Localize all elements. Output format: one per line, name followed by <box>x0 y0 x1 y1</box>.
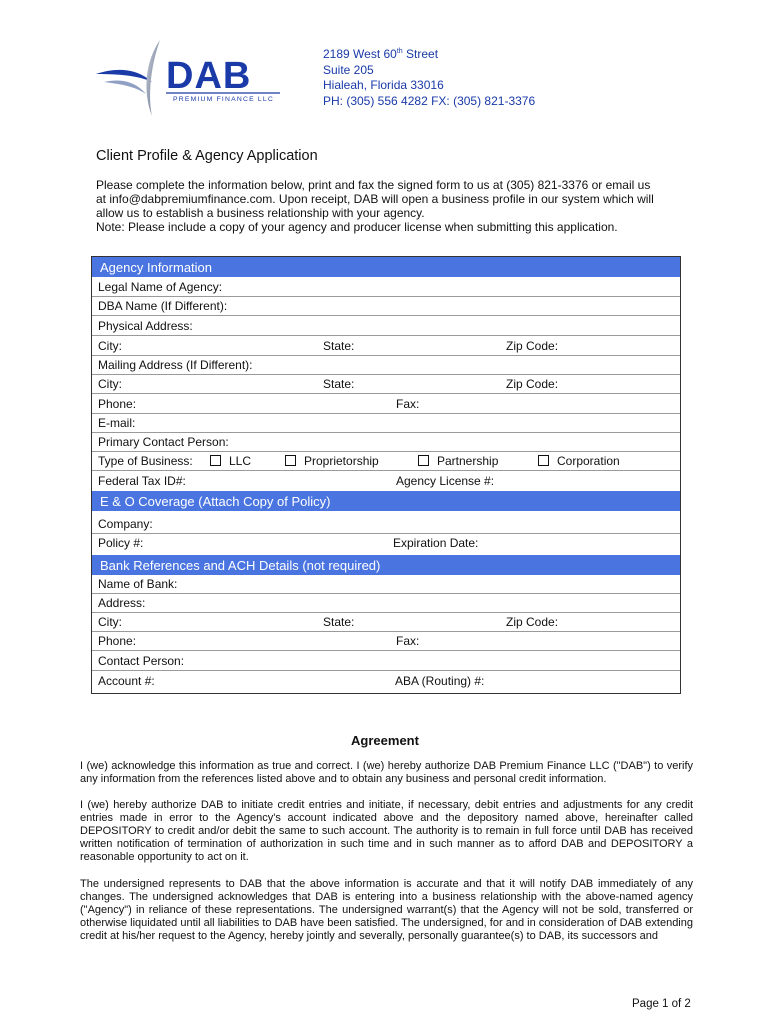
field-primary-contact[interactable] <box>92 433 680 452</box>
intro-line: Please complete the information below, print and fax the signed form to us at (305) 821-3376 or email us <box>96 178 651 192</box>
checkbox-icon[interactable] <box>538 455 549 466</box>
intro-note: Note: Please include a copy of your agency and producer license when submitting this application. <box>96 220 618 234</box>
field-label: DBA Name (If Different): <box>98 299 228 313</box>
field-company[interactable] <box>92 515 680 534</box>
field-city-state-zip[interactable] <box>92 337 680 356</box>
intro-line: allow us to establish a business relationship with your agency. <box>96 206 425 220</box>
page-title: Client Profile & Agency Application <box>96 148 318 164</box>
field-label: Company: <box>98 517 153 531</box>
field-label: Phone: <box>98 634 137 648</box>
field-bank-name[interactable] <box>92 575 680 594</box>
checkbox-label: Partnership <box>437 454 499 468</box>
field-label: City: <box>98 615 122 629</box>
field-label: Agency License #: <box>396 474 495 488</box>
checkbox-icon[interactable] <box>285 455 296 466</box>
field-label: State: <box>323 615 355 629</box>
checkbox-proprietorship[interactable] <box>285 452 379 470</box>
company-logo <box>94 38 284 118</box>
checkbox-icon[interactable] <box>418 455 429 466</box>
field-label: Expiration Date: <box>393 536 479 550</box>
field-label: Zip Code: <box>506 615 559 629</box>
field-label: Fax: <box>396 397 420 411</box>
field-physical-address[interactable] <box>92 317 680 336</box>
checkbox-label: LLC <box>229 454 252 468</box>
agreement-paragraph: The undersigned represents to DAB that the above information is accurate and that it will notify DAB immediately of any changes. The undersigned acknowledges that DAB is entering into a business relationship with the above-named agency ("Agency") in reliance of these representations. The undersigned warrant(s) that the Agency will not be sold, transferred or otherwise liquidated until all liabilities to DAB have been satisfied. The undersigned, for and in consideration of DAB extending credit at his/her request to the Agency, hereby jointly and severally, personally guarantee(s) to DAB, its successors and <box>80 878 693 942</box>
field-label: Zip Code: <box>506 377 559 391</box>
section-header-bank: Bank References and ACH Details (not required) <box>92 555 680 575</box>
field-label: Name of Bank: <box>98 577 178 591</box>
field-policy-expiration[interactable] <box>92 534 680 553</box>
field-label: Contact Person: <box>98 654 185 668</box>
field-label: Federal Tax ID#: <box>98 474 186 488</box>
field-bank-city-state-zip[interactable] <box>92 613 680 632</box>
page-number: Page 1 of 2 <box>632 998 691 1010</box>
field-label: Type of Business: <box>98 454 193 468</box>
field-label: Physical Address: <box>98 319 193 333</box>
svg-text:DAB: DAB <box>166 55 252 97</box>
agreement-paragraph: I (we) acknowledge this information as true and correct. I (we) hereby authorize DAB Premium Finance LLC ("DAB") to verify any information from the references listed above and to obtain any business and personal credit information. <box>80 760 693 785</box>
checkbox-label: Proprietorship <box>304 454 379 468</box>
section-header-agency: Agency Information <box>92 257 680 277</box>
checkbox-icon[interactable] <box>210 455 221 466</box>
field-account-aba[interactable] <box>92 672 680 691</box>
field-label: Legal Name of Agency: <box>98 280 223 294</box>
checkbox-partnership[interactable] <box>418 452 498 470</box>
field-label: State: <box>323 339 355 353</box>
field-label: Address: <box>98 596 146 610</box>
field-label: City: <box>98 377 122 391</box>
field-bank-phone-fax[interactable] <box>92 632 680 651</box>
field-label: Account #: <box>98 674 155 688</box>
field-type-of-business <box>92 452 680 471</box>
field-label: City: <box>98 339 122 353</box>
field-bank-contact[interactable] <box>92 652 680 671</box>
field-label: Policy #: <box>98 536 144 550</box>
address-line-city: Hialeah, Florida 33016 <box>323 78 444 92</box>
logo-swoosh-icon <box>94 38 284 118</box>
field-label: ABA (Routing) #: <box>395 674 485 688</box>
field-label: Mailing Address (If Different): <box>98 358 253 372</box>
checkbox-corporation[interactable] <box>538 452 620 470</box>
address-line-suite: Suite 205 <box>323 62 374 77</box>
address-line-phone: PH: (305) 556 4282 FX: (305) 821-3376 <box>323 93 536 108</box>
agreement-title: Agreement <box>351 733 419 748</box>
address-line-street: 2189 West 60th Street <box>323 47 439 61</box>
field-label: Zip Code: <box>506 339 559 353</box>
field-label: State: <box>323 377 355 391</box>
intro-line: at info@dabpremiumfinance.com. Upon receipt, DAB will open a business profile in our system which will <box>96 192 654 206</box>
intro-text <box>96 178 696 234</box>
company-address <box>323 47 535 109</box>
svg-text:PREMIUM FINANCE LLC: PREMIUM FINANCE LLC <box>173 96 274 103</box>
field-label: Fax: <box>396 634 420 648</box>
field-bank-address[interactable] <box>92 594 680 613</box>
field-phone-fax[interactable] <box>92 395 680 414</box>
field-label: Phone: <box>98 397 137 411</box>
field-legal-name[interactable] <box>92 278 680 297</box>
field-mailing-address[interactable] <box>92 356 680 375</box>
checkbox-llc[interactable] <box>210 452 251 470</box>
agreement-paragraph: I (we) hereby authorize DAB to initiate credit entries and initiate, if necessary, debit entries and adjustments for any credit entries made in error to the Agency's account indicated above and the depository named above, hereinafter called DEPOSITORY to credit and/or debit the same to such account. The authority is to remain in full force until DAB has received written notification of termination of authorization in such time and in such manner as to afford DAB and DEPOSITORY a reasonable opportunity to act on it. <box>80 799 693 863</box>
field-tax-license[interactable] <box>92 472 680 491</box>
section-header-eo: E & O Coverage (Attach Copy of Policy) <box>92 491 680 511</box>
field-email[interactable] <box>92 414 680 433</box>
checkbox-label: Corporation <box>557 454 620 468</box>
field-label: Primary Contact Person: <box>98 435 229 449</box>
field-dba-name[interactable] <box>92 297 680 316</box>
field-mail-city-state-zip[interactable] <box>92 375 680 394</box>
field-label: E-mail: <box>98 416 136 430</box>
